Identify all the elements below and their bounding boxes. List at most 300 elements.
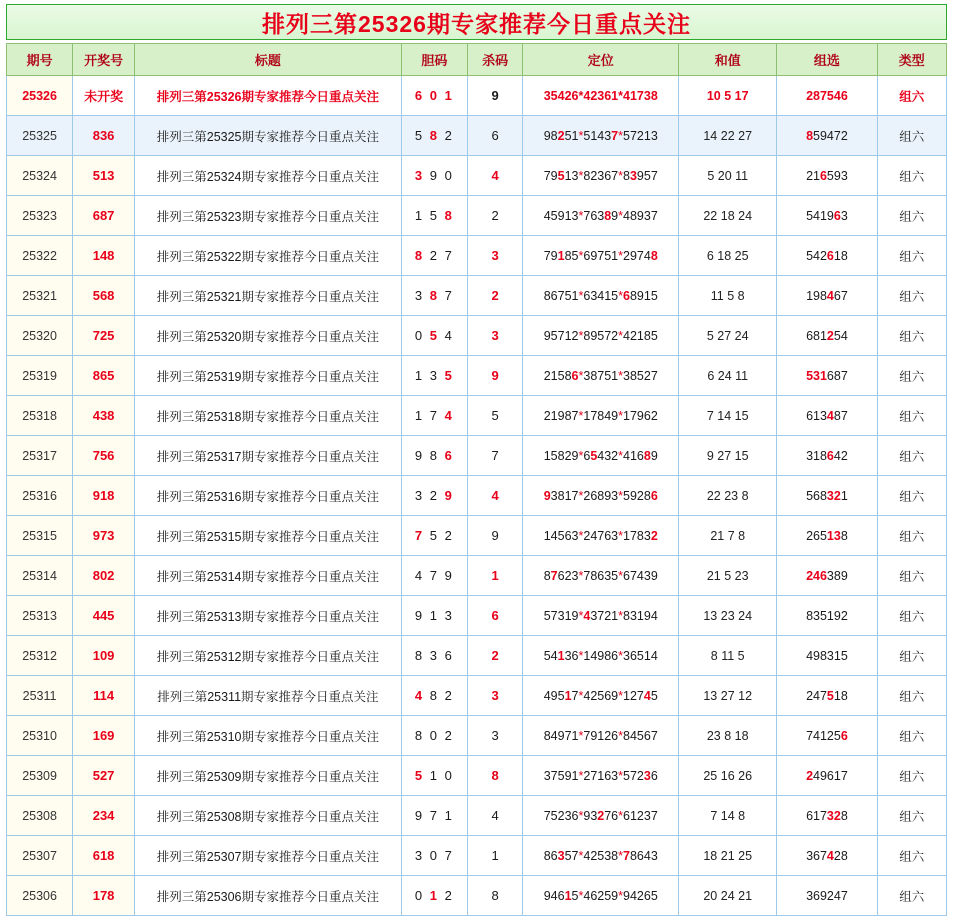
ding-digit: 5 [650,888,658,903]
value-part: 265 [806,528,827,543]
ding-digit: 3 [643,768,651,783]
ding-digit: 8 [543,728,551,743]
ding-digit: 2 [643,368,651,383]
ding-digit: 7 [543,248,551,263]
ding-digit: 2 [629,688,637,703]
table-row[interactable] [7,756,947,796]
cell-zu [777,396,877,436]
ding-separator: * [578,768,584,783]
cell-title[interactable]: 排列三第25317期专家推荐今日重点关注 [135,436,402,476]
ding-digit: 1 [571,768,579,783]
ding-digit: 9 [636,168,644,183]
cell-open-number: 756 [73,436,135,476]
col-title: 标题 [135,44,402,76]
ding-digit: 8 [629,208,637,223]
ding-digit: 2 [583,488,591,503]
ding-separator: * [618,448,623,463]
cell-title[interactable]: 排列三第25319期专家推荐今日重点关注 [135,356,402,396]
ding-digit: 7 [629,568,637,583]
cell-type: 组六 [877,356,946,396]
ding-separator: * [618,608,623,623]
ding-digit: 6 [590,208,598,223]
ding-digit: 5 [557,688,565,703]
ding-digit: 3 [597,88,605,103]
ding-separator: * [578,288,584,303]
cell-dan [401,116,467,156]
ding-digit: 4 [583,888,591,903]
cell-he: 6 18 25 [679,236,777,276]
dan-digit: 7 [429,568,439,583]
value-part: 6 [826,248,834,263]
cell-title[interactable]: 排列三第25306期专家推荐今日重点关注 [135,876,402,916]
col-dan: 胆码 [401,44,467,76]
cell-open-number: 918 [73,476,135,516]
cell-type: 组六 [877,556,946,596]
dan-digit: 9 [414,448,425,463]
cell-title[interactable]: 排列三第25314期专家推荐今日重点关注 [135,556,402,596]
table-row[interactable] [7,636,947,676]
cell-dan [401,356,467,396]
cell-period: 25319 [7,356,73,396]
ding-digit: 4 [597,128,605,143]
ding-digit: 8 [564,368,572,383]
dan-digit: 0 [429,728,439,743]
cell-he: 20 24 21 [679,876,777,916]
ding-digit: 1 [611,248,619,263]
page-title-bar [6,4,947,40]
ding-digit: 5 [636,648,644,663]
ding-digit: 5 [543,608,551,623]
value-part: 13 [826,528,841,543]
ding-digit: 2 [636,808,644,823]
ding-digit: 7 [597,608,605,623]
dan-digit: 9 [444,488,454,503]
cell-period: 25325 [7,116,73,156]
table-row[interactable] [7,196,947,236]
ding-digit: 7 [629,768,637,783]
cell-title[interactable]: 排列三第25318期专家推荐今日重点关注 [135,396,402,436]
ding-digit: 2 [597,808,605,823]
cell-ding [523,756,679,796]
ding-digit: 5 [543,648,551,663]
lottery-table [6,43,947,916]
dan-digit: 5 [429,208,439,223]
value-part: 6 [833,208,841,223]
cell-ding [523,76,679,116]
ding-digit: 1 [623,408,630,423]
table-row[interactable] [7,396,947,436]
table-row[interactable] [7,716,947,756]
table-row[interactable] [7,876,947,916]
cell-period: 25306 [7,876,73,916]
ding-digit: 7 [636,88,644,103]
ding-digit: 4 [643,248,651,263]
cell-title[interactable]: 排列三第25311期专家推荐今日重点关注 [135,676,402,716]
ding-digit: 2 [590,848,598,863]
cell-title[interactable]: 排列三第25326期专家推荐今日重点关注 [135,76,402,116]
cell-sha [467,156,522,196]
ding-digit: 5 [557,528,565,543]
cell-ding [523,676,679,716]
ding-separator: * [618,728,623,743]
ding-digit: 1 [623,528,630,543]
dan-digit: 9 [414,808,425,823]
cell-dan [401,156,467,196]
ding-digit: 2 [590,88,598,103]
ding-digit: 7 [543,808,551,823]
ding-digit: 7 [629,528,637,543]
ding-digit: 9 [571,608,579,623]
ding-digit: 3 [611,488,619,503]
cell-title[interactable]: 排列三第25325期专家推荐今日重点关注 [135,116,402,156]
cell-open-number: 178 [73,876,135,916]
ding-digit: 5 [623,488,630,503]
ding-separator: * [578,168,584,183]
cell-type: 组六 [877,876,946,916]
ding-separator: * [618,568,623,583]
ding-digit: 5 [550,328,558,343]
ding-digit: 5 [643,168,651,183]
table-row[interactable] [7,276,947,316]
dan-digit: 0 [414,888,425,903]
sha-digit: 2 [491,648,499,663]
dan-digit: 1 [414,368,425,383]
dan-digit: 2 [444,128,454,143]
ding-digit: 6 [623,568,630,583]
page-title: 排列三第25326期专家推荐今日重点关注 [262,10,691,37]
sha-digit: 4 [491,808,499,823]
cell-he: 22 18 24 [679,196,777,236]
ding-digit: 4 [643,848,651,863]
value-part: 18 [833,248,848,263]
cell-open-number: 438 [73,396,135,436]
cell-open-number: 234 [73,796,135,836]
ding-digit: 5 [636,728,644,743]
cell-ding [523,396,679,436]
ding-digit: 9 [636,288,644,303]
ding-digit: 8 [583,168,591,183]
cell-dan [401,196,467,236]
ding-digit: 9 [643,608,651,623]
ding-digit: 3 [571,168,579,183]
ding-digit: 3 [550,488,558,503]
ding-digit: 9 [543,328,551,343]
sha-digit: 6 [491,128,499,143]
table-row[interactable] [7,316,947,356]
ding-digit: 6 [604,168,612,183]
ding-digit: 8 [564,408,572,423]
ding-digit: 4 [543,688,551,703]
ding-digit: 1 [611,88,619,103]
cell-ding [523,836,679,876]
ding-digit: 1 [623,688,630,703]
ding-digit: 8 [623,728,630,743]
cell-title[interactable]: 排列三第25320期专家推荐今日重点关注 [135,316,402,356]
table-row[interactable] [7,116,947,156]
ding-digit: 1 [611,608,619,623]
ding-digit: 1 [597,728,605,743]
ding-separator: * [618,768,623,783]
ding-separator: * [618,128,623,143]
cell-zu [777,796,877,836]
ding-digit: 1 [550,368,558,383]
cell-title[interactable]: 排列三第25322期专家推荐今日重点关注 [135,236,402,276]
ding-separator: * [618,888,623,903]
cell-period: 25314 [7,556,73,596]
ding-digit: 6 [604,768,612,783]
cell-he: 13 23 24 [679,596,777,636]
ding-digit: 2 [597,888,605,903]
ding-digit: 3 [590,608,598,623]
value-part: 613 [806,408,827,423]
value-part: 593 [826,168,848,183]
ding-digit: 6 [583,248,591,263]
ding-separator: * [618,408,623,423]
dan-digit: 4 [414,688,425,703]
cell-ding [523,356,679,396]
dan-digit: 3 [414,168,425,183]
ding-digit: 8 [543,848,551,863]
dan-digit: 1 [414,208,425,223]
dan-digit: 0 [444,168,454,183]
dan-digit: 7 [429,808,439,823]
value-part: 54 [833,328,848,343]
table-row[interactable] [7,76,947,116]
cell-he: 21 7 8 [679,516,777,556]
cell-he: 5 27 24 [679,316,777,356]
value-part: 8 [840,808,848,823]
ding-digit: 2 [650,528,658,543]
ding-digit: 1 [564,888,572,903]
table-row[interactable] [7,556,947,596]
ding-digit: 4 [590,528,598,543]
cell-title[interactable]: 排列三第25308期专家推荐今日重点关注 [135,796,402,836]
ding-digit: 7 [597,368,605,383]
cell-title[interactable]: 排列三第25316期专家推荐今日重点关注 [135,476,402,516]
ding-digit: 3 [557,848,565,863]
ding-digit: 8 [543,288,551,303]
ding-digit: 2 [583,768,591,783]
ding-digit: 4 [623,448,630,463]
ding-digit: 7 [550,568,558,583]
dan-digit: 6 [414,88,425,103]
dan-digit: 7 [444,248,454,263]
ding-digit: 7 [557,328,565,343]
cell-type: 组六 [877,636,946,676]
ding-digit: 2 [557,128,565,143]
cell-dan [401,76,467,116]
table-row[interactable] [7,156,947,196]
cell-type: 组六 [877,196,946,236]
ding-digit: 7 [571,688,579,703]
cell-sha [467,356,522,396]
ding-separator: * [618,648,623,663]
ding-digit: 5 [571,888,579,903]
ding-digit: 7 [571,848,579,863]
ding-digit: 7 [629,128,637,143]
cell-ding [523,556,679,596]
cell-title[interactable]: 排列三第25310期专家推荐今日重点关注 [135,716,402,756]
cell-period: 25315 [7,516,73,556]
cell-sha [467,236,522,276]
value-part: 4 [826,408,834,423]
ding-digit: 8 [604,648,612,663]
ding-separator: * [578,88,584,103]
sha-digit: 9 [491,88,499,103]
ding-digit: 1 [550,408,558,423]
cell-open-number: 973 [73,516,135,556]
ding-digit: 7 [571,408,579,423]
table-row[interactable] [7,476,947,516]
ding-digit: 3 [571,528,579,543]
cell-type: 组六 [877,116,946,156]
col-sha: 杀码 [467,44,522,76]
cell-period: 25323 [7,196,73,236]
dan-digit: 2 [444,728,454,743]
table-row[interactable] [7,236,947,276]
cell-period: 25324 [7,156,73,196]
ding-digit: 5 [564,288,572,303]
ding-digit: 1 [543,528,551,543]
cell-title[interactable]: 排列三第25323期专家推荐今日重点关注 [135,196,402,236]
ding-separator: * [618,248,623,263]
value-part: 3 [840,208,848,223]
ding-digit: 8 [590,368,598,383]
ding-digit: 5 [557,368,565,383]
ding-digit: 1 [636,608,644,623]
dan-digit: 2 [429,488,439,503]
ding-digit: 6 [623,808,630,823]
cell-period: 25317 [7,436,73,476]
ding-digit: 7 [564,728,572,743]
dan-digit: 4 [414,568,425,583]
table-row[interactable] [7,836,947,876]
cell-title[interactable]: 排列三第25315期专家推荐今日重点关注 [135,516,402,556]
ding-digit: 3 [597,208,605,223]
sha-digit: 3 [491,328,499,343]
cell-sha [467,396,522,436]
ding-digit: 1 [629,448,637,463]
dan-digit: 0 [414,328,425,343]
ding-digit: 9 [550,168,558,183]
ding-digit: 7 [590,768,598,783]
cell-type: 组六 [877,676,946,716]
ding-digit: 6 [550,848,558,863]
value-part: 681 [806,328,827,343]
dan-digit: 8 [429,688,439,703]
cell-ding [523,316,679,356]
ding-digit: 3 [571,568,579,583]
ding-digit: 5 [597,688,605,703]
table-row[interactable] [7,436,947,476]
ding-digit: 7 [583,568,591,583]
ding-digit: 2 [636,888,644,903]
ding-digit: 7 [583,208,591,223]
dan-digit: 8 [429,128,439,143]
ding-separator: * [578,648,584,663]
ding-separator: * [618,808,623,823]
table-row[interactable] [7,516,947,556]
value-part: 28 [833,848,848,863]
ding-digit: 4 [583,848,591,863]
ding-digit: 3 [597,168,605,183]
ding-digit: 3 [583,368,591,383]
cell-title[interactable]: 排列三第25313期专家推荐今日重点关注 [135,596,402,636]
cell-dan [401,436,467,476]
ding-digit: 5 [650,688,658,703]
cell-period: 25322 [7,236,73,276]
cell-title[interactable]: 排列三第25312期专家推荐今日重点关注 [135,636,402,676]
ding-digit: 9 [597,648,605,663]
cell-open-number: 169 [73,716,135,756]
cell-zu [777,756,877,796]
ding-separator: * [618,288,623,303]
cell-sha [467,676,522,716]
cell-open-number: 未开奖 [73,76,135,116]
cell-title[interactable]: 排列三第25309期专家推荐今日重点关注 [135,756,402,796]
dan-digit: 3 [429,368,439,383]
sha-digit: 2 [491,288,499,303]
dan-digit: 8 [429,448,439,463]
ding-digit: 7 [650,168,658,183]
ding-digit: 7 [629,408,637,423]
cell-zu [777,156,877,196]
ding-digit: 6 [583,288,591,303]
ding-separator: * [578,888,584,903]
ding-digit: 1 [571,288,579,303]
ding-digit: 9 [590,248,598,263]
cell-title[interactable]: 排列三第25321期专家推荐今日重点关注 [135,276,402,316]
cell-sha [467,196,522,236]
cell-title[interactable]: 排列三第25307期专家推荐今日重点关注 [135,836,402,876]
ding-digit: 7 [557,288,565,303]
ding-digit: 1 [571,728,579,743]
ding-separator: * [578,688,584,703]
cell-sha [467,316,522,356]
dan-digit: 9 [414,608,425,623]
value-part: 8 [840,528,848,543]
sha-digit: 3 [491,728,499,743]
dan-digit: 8 [414,248,425,263]
ding-digit: 7 [583,728,591,743]
ding-digit: 4 [623,328,630,343]
table-row[interactable] [7,796,947,836]
ding-digit: 4 [557,88,565,103]
ding-digit: 6 [643,408,651,423]
sha-digit: 7 [491,448,499,463]
table-row[interactable] [7,596,947,636]
ding-digit: 7 [543,168,551,183]
cell-dan [401,756,467,796]
table-row[interactable] [7,356,947,396]
dan-digit: 9 [429,168,439,183]
ding-separator: * [578,208,584,223]
ding-digit: 1 [611,368,619,383]
table-row[interactable] [7,676,947,716]
cell-ding [523,716,679,756]
dan-digit: 0 [429,848,439,863]
col-he: 和值 [679,44,777,76]
dan-digit: 5 [414,768,425,783]
cell-he: 22 23 8 [679,476,777,516]
dan-digit: 0 [444,768,454,783]
cell-open-number: 148 [73,236,135,276]
value-part: 389 [826,568,848,583]
ding-digit: 5 [604,888,612,903]
cell-title[interactable]: 排列三第25324期专家推荐今日重点关注 [135,156,402,196]
ding-digit: 3 [643,568,651,583]
ding-digit: 7 [550,768,558,783]
